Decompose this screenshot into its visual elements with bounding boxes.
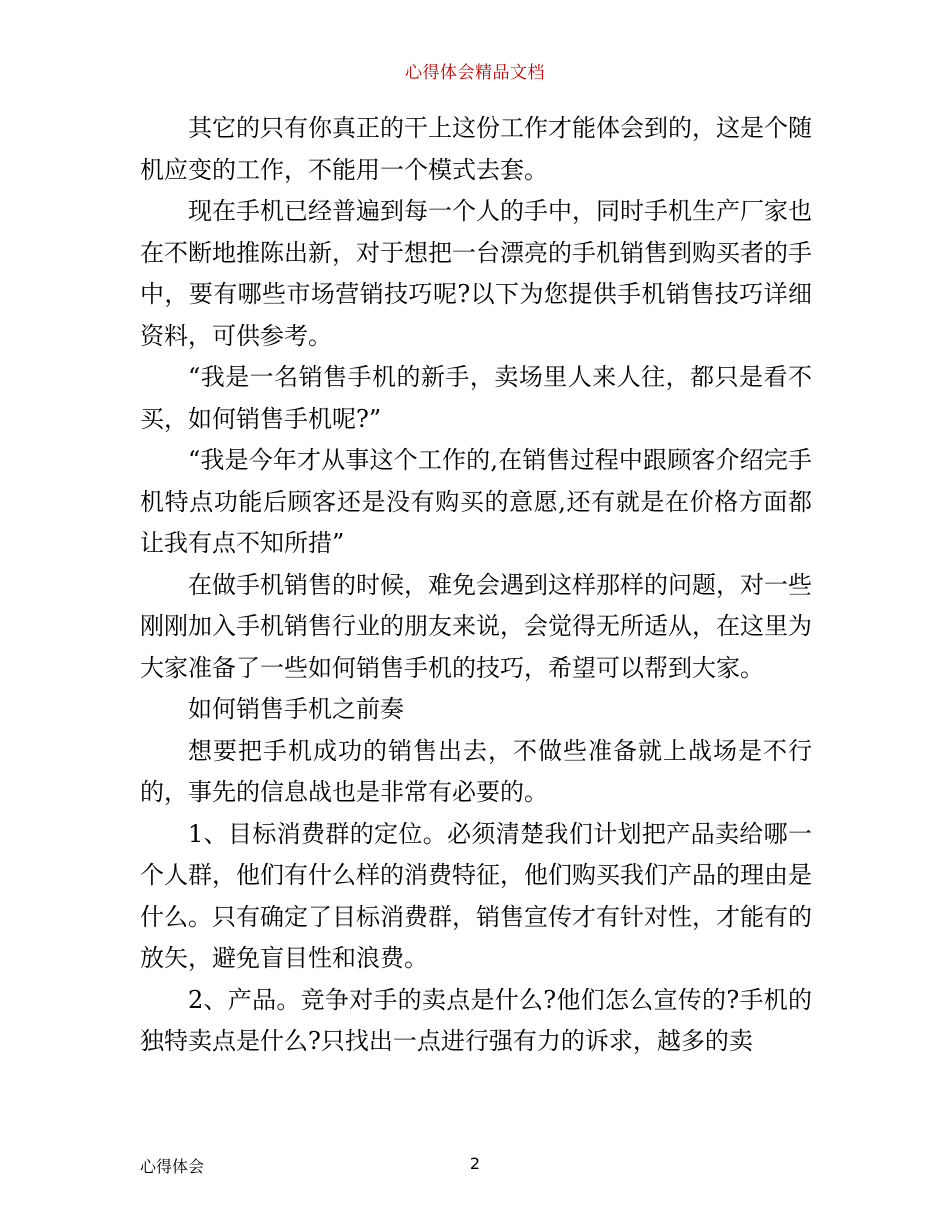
paragraph: “我是今年才从事这个工作的,在销售过程中跟顾客介绍完手机特点功能后顾客还是没有购买的意愿,还有就是在价格方面都让我有点不知所措” [140, 446, 812, 557]
paragraph: 现在手机已经普遍到每一个人的手中，同时手机生产厂家也在不断地推陈出新，对于想把一台漂亮的手机销售到购买者的手中，要有哪些市场营销技巧呢?以下为您提供手机销售技巧详细资料，可供参考。 [140, 197, 812, 350]
document-header-title: 心得体会精品文档 [405, 63, 545, 83]
paragraph: 其它的只有你真正的干上这份工作才能体会到的，这是个随机应变的工作，不能用一个模式去套。 [140, 114, 812, 184]
document-body [140, 108, 812, 1063]
paragraph: 想要把手机成功的销售出去，不做些准备就上战场是不行的，事先的信息战也是非常有必要的。 [140, 736, 812, 806]
paragraph: 2、产品。竞争对手的卖点是什么?他们怎么宣传的?手机的独特卖点是什么?只找出一点进行强有力的诉求，越多的卖 [140, 985, 812, 1055]
section-heading: 如何销售手机之前奏 [188, 695, 404, 723]
paragraph: “我是一名销售手机的新手，卖场里人来人往，都只是看不买，如何销售手机呢?” [140, 363, 812, 433]
paragraph: 在做手机销售的时候，难免会遇到这样那样的问题，对一些刚刚加入手机销售行业的朋友来说，会觉得无所适从，在这里为大家准备了一些如何销售手机的技巧，希望可以帮到大家。 [140, 570, 812, 682]
paragraph: 1、目标消费群的定位。必须清楚我们计划把产品卖给哪一个人群，他们有什么样的消费特征，他们购买我们产品的理由是什么。只有确定了目标消费群，销售宣传才有针对性，才能有的放矢，避免盲目性和浪费。 [140, 819, 812, 972]
page-number: 2 [469, 1154, 481, 1173]
footer-label: 心得体会 [140, 1157, 205, 1176]
